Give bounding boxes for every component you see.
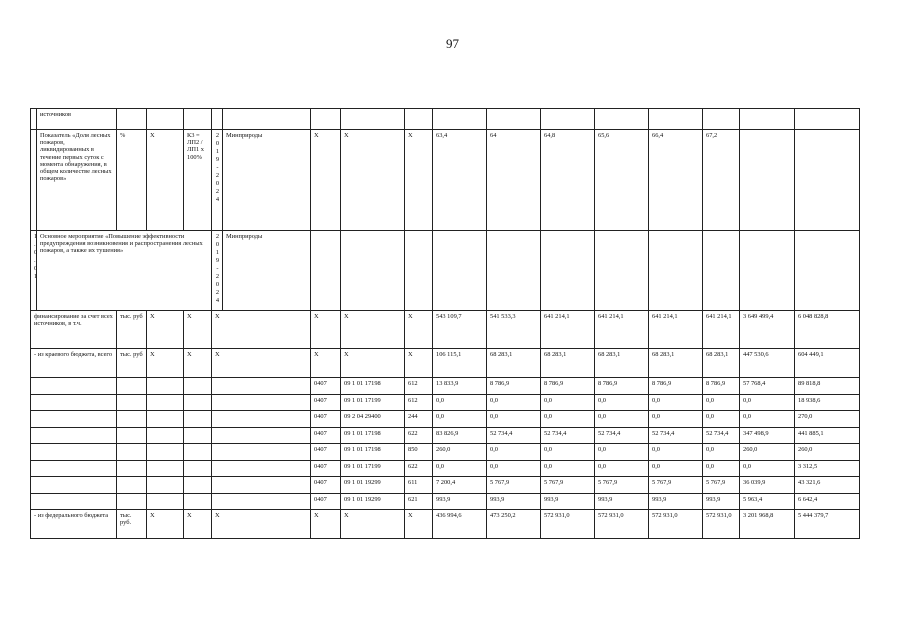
table-row-breakdown	[31, 477, 860, 494]
federal-label: - из федерального бюджета	[31, 510, 117, 539]
breakdown-value: 993,9	[433, 493, 487, 510]
financing-value: 641 214,1	[649, 311, 703, 349]
federal-value: 436 994,6	[433, 510, 487, 539]
main-event-code: 1 . 0 . 0 1	[31, 231, 37, 311]
indicator-value: 63,4	[433, 130, 487, 231]
x-mark: X	[405, 349, 433, 378]
x-mark: X	[405, 311, 433, 349]
x-mark: X	[311, 510, 341, 539]
federal-value: 572 931,0	[703, 510, 740, 539]
indicator-name: Показатель «Доля лесных пожаров, ликвидированных в течение первых суток с момента обнаружения, в общем количестве лесных пожаров»	[37, 130, 117, 231]
gr-code: 0407	[311, 493, 341, 510]
x-mark: X	[341, 510, 405, 539]
csr-code: 09 2 04 29400	[341, 411, 405, 428]
x-mark: X	[184, 510, 212, 539]
regional-value: 68 283,1	[703, 349, 740, 378]
regional-value: 604 449,1	[795, 349, 860, 378]
breakdown-value: 0,0	[433, 411, 487, 428]
gr-code: 0407	[311, 394, 341, 411]
breakdown-value: 89 818,8	[795, 378, 860, 395]
program-table	[30, 108, 860, 539]
regional-value: 68 283,1	[487, 349, 541, 378]
indicator-value: 65,6	[595, 130, 649, 231]
csr-code: 09 1 01 17198	[341, 444, 405, 461]
table-row-breakdown	[31, 444, 860, 461]
table-row-financing-total	[31, 311, 860, 349]
table-row-breakdown	[31, 460, 860, 477]
financing-total-label: финансирование за счет всех источников, в т.ч.	[31, 311, 117, 349]
indicator-col7: X	[341, 130, 405, 231]
indicator-col6: X	[311, 130, 341, 231]
indicator-col3: X	[147, 130, 184, 231]
breakdown-value: 0,0	[740, 394, 795, 411]
breakdown-value: 0,0	[487, 460, 541, 477]
vr-code: 244	[405, 411, 433, 428]
x-mark: X	[341, 311, 405, 349]
gr-code: 0407	[311, 411, 341, 428]
table-row-indicator	[31, 130, 860, 231]
breakdown-value: 0,0	[541, 460, 595, 477]
page-number: 97	[446, 36, 459, 51]
sources-tail-label: источников	[37, 109, 117, 130]
breakdown-value: 260,0	[740, 444, 795, 461]
breakdown-value: 5 767,9	[595, 477, 649, 494]
federal-value: 3 201 968,8	[740, 510, 795, 539]
x-mark: X	[212, 510, 311, 539]
table-row-regional	[31, 349, 860, 378]
breakdown-value: 0,0	[541, 411, 595, 428]
csr-code: 09 1 01 17198	[341, 427, 405, 444]
table-row-breakdown	[31, 394, 860, 411]
breakdown-value: 993,9	[487, 493, 541, 510]
x-mark: X	[212, 349, 311, 378]
table-row-breakdown	[31, 427, 860, 444]
breakdown-value: 5 767,9	[703, 477, 740, 494]
breakdown-value: 0,0	[595, 394, 649, 411]
breakdown-value: 0,0	[595, 444, 649, 461]
breakdown-value: 52 734,4	[595, 427, 649, 444]
breakdown-value: 0,0	[595, 411, 649, 428]
breakdown-value: 0,0	[649, 394, 703, 411]
breakdown-value: 0,0	[433, 460, 487, 477]
breakdown-value: 18 938,6	[795, 394, 860, 411]
breakdown-value: 993,9	[703, 493, 740, 510]
table-row-breakdown	[31, 411, 860, 428]
indicator-formula: К3 = ЛП2 / ЛП1 x 100%	[184, 130, 212, 231]
regional-label: - из краевого бюджета, всего	[31, 349, 117, 378]
main-event-executor: Минприроды	[223, 231, 311, 311]
breakdown-value: 0,0	[703, 411, 740, 428]
financing-value: 541 533,3	[487, 311, 541, 349]
breakdown-value: 0,0	[541, 444, 595, 461]
gr-code: 0407	[311, 460, 341, 477]
x-mark: X	[405, 510, 433, 539]
vr-code: 612	[405, 394, 433, 411]
table-row-breakdown	[31, 378, 860, 395]
federal-value: 572 931,0	[649, 510, 703, 539]
main-event-name: Основное мероприятие «Повышение эффективности предупреждения возникновения и распространения лесных пожаров, а также их тушения»	[37, 231, 212, 311]
gr-code: 0407	[311, 444, 341, 461]
indicator-period: 2 0 1 9 - 2 0 2 4	[212, 130, 223, 231]
breakdown-value: 6 642,4	[795, 493, 860, 510]
federal-value: 572 931,0	[595, 510, 649, 539]
breakdown-value: 0,0	[433, 394, 487, 411]
regional-value: 68 283,1	[595, 349, 649, 378]
csr-code: 09 1 01 19299	[341, 477, 405, 494]
breakdown-value: 3 312,5	[795, 460, 860, 477]
breakdown-value: 0,0	[649, 460, 703, 477]
x-mark: X	[341, 349, 405, 378]
breakdown-value: 0,0	[740, 460, 795, 477]
financing-value: 641 214,1	[595, 311, 649, 349]
breakdown-value: 52 734,4	[487, 427, 541, 444]
breakdown-value: 36 039,9	[740, 477, 795, 494]
x-mark: X	[147, 349, 184, 378]
vr-code: 612	[405, 378, 433, 395]
vr-code: 622	[405, 460, 433, 477]
regional-value: 106 115,1	[433, 349, 487, 378]
indicator-executor: Минприроды	[223, 130, 311, 231]
breakdown-value: 0,0	[487, 411, 541, 428]
breakdown-value: 52 734,4	[649, 427, 703, 444]
breakdown-value: 0,0	[703, 394, 740, 411]
financing-value: 543 109,7	[433, 311, 487, 349]
breakdown-value: 0,0	[487, 394, 541, 411]
breakdown-value: 993,9	[595, 493, 649, 510]
regional-value: 447 530,6	[740, 349, 795, 378]
indicator-value: 64,8	[541, 130, 595, 231]
breakdown-value: 43 321,6	[795, 477, 860, 494]
breakdown-value: 0,0	[649, 444, 703, 461]
federal-unit: тыс. руб.	[117, 510, 147, 539]
x-mark: X	[311, 349, 341, 378]
x-mark: X	[147, 311, 184, 349]
table-row-sources-tail	[31, 109, 860, 130]
vr-code: 621	[405, 493, 433, 510]
csr-code: 09 1 01 17199	[341, 394, 405, 411]
breakdown-value: 0,0	[595, 460, 649, 477]
breakdown-value: 8 786,9	[487, 378, 541, 395]
x-mark: X	[212, 311, 311, 349]
regional-value: 68 283,1	[541, 349, 595, 378]
table-row-federal	[31, 510, 860, 539]
federal-value: 572 931,0	[541, 510, 595, 539]
table-row-breakdown	[31, 493, 860, 510]
breakdown-value: 7 200,4	[433, 477, 487, 494]
vr-code: 622	[405, 427, 433, 444]
breakdown-value: 0,0	[703, 460, 740, 477]
x-mark: X	[147, 510, 184, 539]
breakdown-value: 993,9	[541, 493, 595, 510]
breakdown-value: 5 767,9	[649, 477, 703, 494]
federal-value: 473 250,2	[487, 510, 541, 539]
financing-value: 641 214,1	[541, 311, 595, 349]
financing-value: 641 214,1	[703, 311, 740, 349]
breakdown-value: 8 786,9	[703, 378, 740, 395]
breakdown-value: 0,0	[740, 411, 795, 428]
financing-total-unit: тыс. руб	[117, 311, 147, 349]
breakdown-value: 5 767,9	[541, 477, 595, 494]
breakdown-value: 0,0	[649, 411, 703, 428]
table-row-main-event	[31, 231, 860, 311]
vr-code: 850	[405, 444, 433, 461]
breakdown-value: 5 767,9	[487, 477, 541, 494]
breakdown-value: 13 833,9	[433, 378, 487, 395]
gr-code: 0407	[311, 378, 341, 395]
breakdown-value: 0,0	[703, 444, 740, 461]
breakdown-value: 8 786,9	[541, 378, 595, 395]
gr-code: 0407	[311, 477, 341, 494]
csr-code: 09 1 01 17199	[341, 460, 405, 477]
x-mark: X	[311, 311, 341, 349]
breakdown-value: 52 734,4	[703, 427, 740, 444]
breakdown-value: 0,0	[487, 444, 541, 461]
breakdown-value: 5 963,4	[740, 493, 795, 510]
breakdown-value: 0,0	[541, 394, 595, 411]
breakdown-value: 993,9	[649, 493, 703, 510]
regional-value: 68 283,1	[649, 349, 703, 378]
breakdown-value: 441 885,1	[795, 427, 860, 444]
indicator-unit: %	[117, 130, 147, 231]
indicator-value: 66,4	[649, 130, 703, 231]
federal-value: 5 444 379,7	[795, 510, 860, 539]
breakdown-value: 260,0	[433, 444, 487, 461]
breakdown-value: 83 826,9	[433, 427, 487, 444]
breakdown-value: 270,0	[795, 411, 860, 428]
vr-code: 611	[405, 477, 433, 494]
breakdown-value: 347 498,9	[740, 427, 795, 444]
indicator-col9: X	[405, 130, 433, 231]
main-event-period: 2 0 1 9 - 2 0 2 4	[212, 231, 223, 311]
gr-code: 0407	[311, 427, 341, 444]
indicator-value: 67,2	[703, 130, 740, 231]
breakdown-value: 8 786,9	[595, 378, 649, 395]
financing-value: 6 048 828,8	[795, 311, 860, 349]
regional-unit: тыс. руб	[117, 349, 147, 378]
x-mark: X	[184, 311, 212, 349]
breakdown-value: 52 734,4	[541, 427, 595, 444]
breakdown-value: 57 768,4	[740, 378, 795, 395]
csr-code: 09 1 01 19299	[341, 493, 405, 510]
breakdown-value: 260,0	[795, 444, 860, 461]
financing-value: 3 649 499,4	[740, 311, 795, 349]
indicator-value: 64	[487, 130, 541, 231]
csr-code: 09 1 01 17198	[341, 378, 405, 395]
x-mark: X	[184, 349, 212, 378]
breakdown-value: 8 786,9	[649, 378, 703, 395]
